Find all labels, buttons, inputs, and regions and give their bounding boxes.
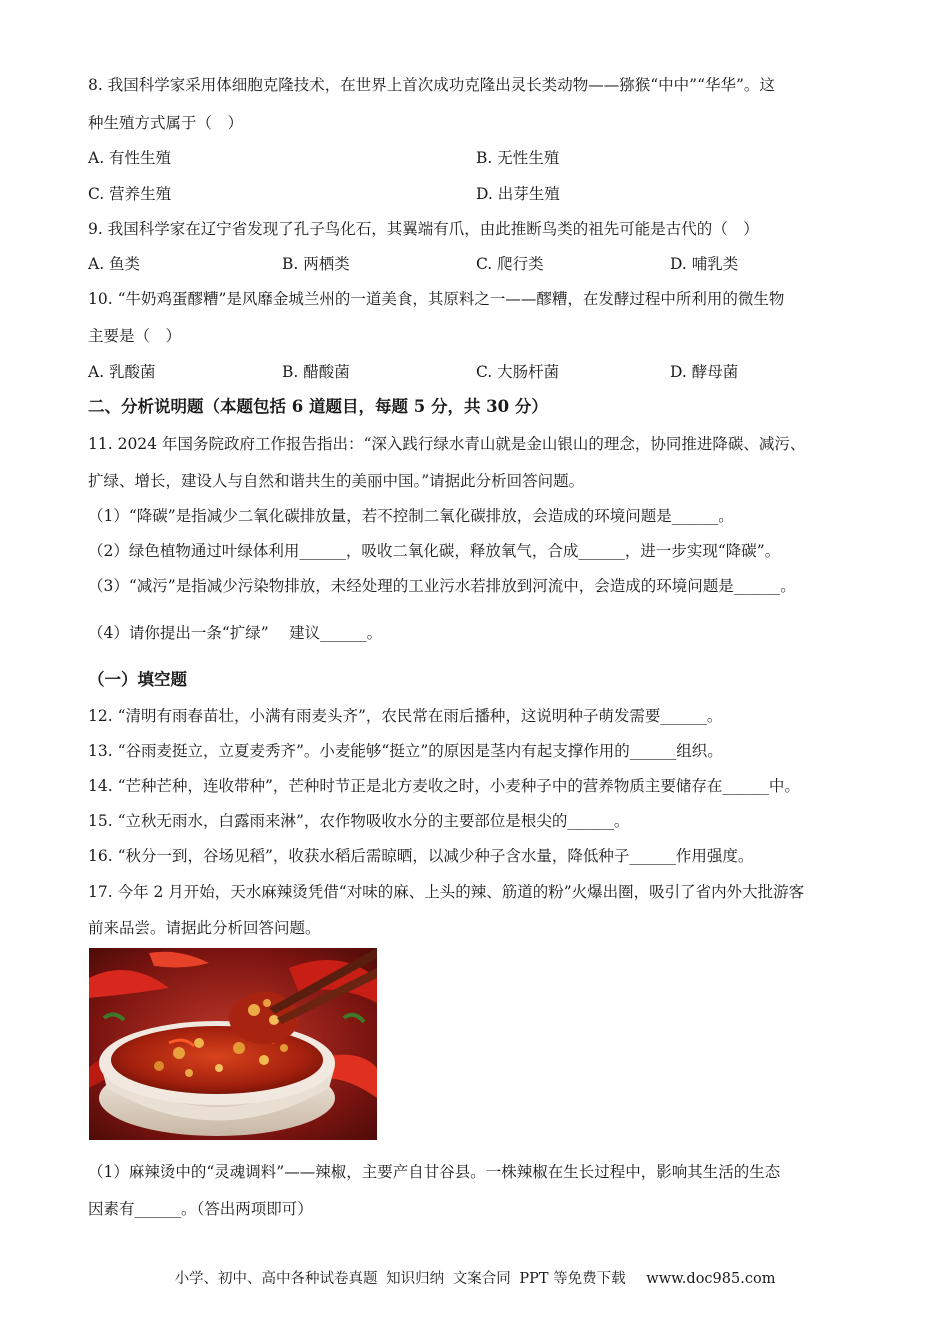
question-10-text-continued: 主要是（ ） [88,327,182,345]
chili-sauce-photo [89,948,377,1140]
question-11-sub-2: （2）绿色植物通过叶绿体利用______，吸收二氧化碳，释放氧气，合成______，进一步实现“降碳”。 [88,542,781,560]
question-8-option-a: A. 有性生殖 [88,149,172,167]
footer-url-link[interactable]: www.doc985.com [646,1271,776,1287]
footer-item: 文案合同 [452,1271,511,1287]
question-17-text: 17. 今年 2 月开始，天水麻辣烫凭借“对味的麻、上头的辣、筋道的粉”火爆出圈，吸引了省内外大批游客 [88,883,805,901]
question-10-option-a: A. 乳酸菌 [88,363,156,381]
fill-blank-heading: （一）填空题 [88,670,187,689]
question-14-text: 14. “芒种芒种，连收带种”，芒种时节正是北方麦收之时，小麦种子中的营养物质主要储存在______中。 [88,777,800,795]
question-11-text-continued: 扩绿、增长，建设人与自然和谐共生的美丽中国。”请据此分析回答问题。 [88,472,585,490]
question-9-option-a: A. 鱼类 [88,255,141,273]
question-12-text: 12. “清明有雨春苗壮，小满有雨麦头齐”，农民常在雨后播种，这说明种子萌发需要______。 [88,707,723,725]
footer-item: 小学、初中、高中各种试卷真题 [174,1271,378,1287]
question-9-option-b: B. 两栖类 [282,255,350,273]
footer-item: 知识归纳 [386,1271,445,1287]
question-10-option-c: C. 大肠杆菌 [476,363,560,381]
question-11-sub-1: （1）“降碳”是指减少二氧化碳排放量，若不控制二氧化碳排放，会造成的环境问题是______。 [88,507,734,525]
question-11-sub-4: （4）请你提出一条“扩绿” 建议______。 [88,624,383,642]
question-8-text-continued: 种生殖方式属于（ ） [88,114,244,132]
footer-item: PPT 等免费下载 [519,1271,626,1287]
question-17-text-continued: 前来品尝。请据此分析回答问题。 [88,919,321,937]
section-2-heading: 二、分析说明题（本题包括 6 道题目，每题 5 分，共 30 分） [88,397,548,416]
question-17-sub-1-continued: 因素有______。（答出两项即可） [88,1200,313,1218]
question-9-option-c: C. 爬行类 [476,255,544,273]
question-8-option-d: D. 出芽生殖 [476,185,560,203]
question-17-sub-1: （1）麻辣烫中的“灵魂调料”——辣椒，主要产自甘谷县。一株辣椒在生长过程中，影响其生活的生态 [88,1163,781,1181]
question-16-text: 16. “秋分一到，谷场见稻”，收获水稻后需晾晒，以减少种子含水量，降低种子______作用强度。 [88,847,754,865]
question-13-text: 13. “谷雨麦挺立，立夏麦秀齐”。小麦能够“挺立”的原因是茎内有起支撑作用的______组织。 [88,742,723,760]
question-9-option-d: D. 哺乳类 [670,255,739,273]
page-footer [0,1268,950,1290]
question-8-option-c: C. 营养生殖 [88,185,172,203]
question-8-text: 8. 我国科学家采用体细胞克隆技术，在世界上首次成功克隆出灵长类动物——猕猴“中中”“华华”。这 [88,76,775,94]
question-10-text: 10. “牛奶鸡蛋醪糟”是风靡金城兰州的一道美食，其原料之一——醪糟，在发酵过程中所利用的微生物 [88,290,785,308]
question-10-option-d: D. 酵母菌 [670,363,739,381]
question-8-option-b: B. 无性生殖 [476,149,560,167]
question-11-sub-3: （3）“减污”是指减少污染物排放，未经处理的工业污水若排放到河流中，会造成的环境问题是______。 [88,577,796,595]
question-9-text: 9. 我国科学家在辽宁省发现了孔子鸟化石，其翼端有爪，由此推断鸟类的祖先可能是古代的（ ） [88,220,759,238]
question-11-text: 11. 2024 年国务院政府工作报告指出：“深入践行绿水青山就是金山银山的理念，协同推进降碳、减污、 [88,435,806,453]
question-10-option-b: B. 醋酸菌 [282,363,350,381]
question-15-text: 15. “立秋无雨水，白露雨来淋”，农作物吸收水分的主要部位是根尖的______。 [88,812,630,830]
